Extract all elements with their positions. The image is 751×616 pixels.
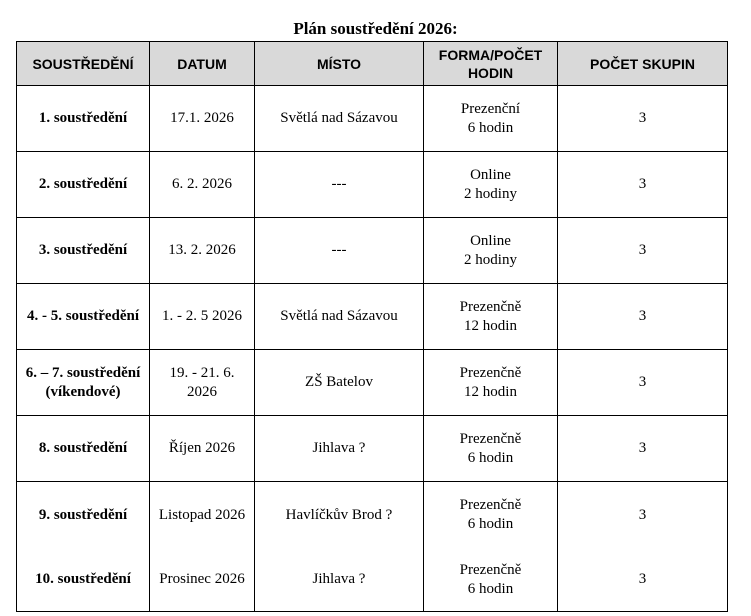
row-groups: 3 xyxy=(558,152,728,218)
row-form-hours: 2 hodiny xyxy=(464,251,517,268)
row-form-hours: 6 hodin xyxy=(467,516,514,532)
table-row xyxy=(17,284,728,350)
page-title: Plán soustředění 2026: xyxy=(293,19,458,38)
row-name: 2. soustředění xyxy=(17,152,150,218)
table-row xyxy=(17,548,728,612)
table-row xyxy=(17,152,728,218)
table-row xyxy=(17,416,728,482)
row-date-line1: 19. - 21. 6. xyxy=(169,364,235,381)
row-groups: 3 xyxy=(558,284,728,350)
row-date: 6. 2. 2026 xyxy=(150,152,255,218)
row-name: 4. - 5. soustředění xyxy=(17,284,150,350)
row-form-type: Prezenčně xyxy=(459,430,522,447)
row-date-line2: 2026 xyxy=(187,383,217,400)
row-form xyxy=(424,152,558,218)
row-name: 1. soustředění xyxy=(17,86,150,152)
row-place: ZŠ Batelov xyxy=(255,350,424,416)
table-row xyxy=(17,350,728,416)
row-form-type: Prezenčně xyxy=(459,497,522,513)
row-groups: 3 xyxy=(558,350,728,416)
header-row xyxy=(17,42,728,86)
row-form xyxy=(424,482,558,549)
row-form-type: Prezenčně xyxy=(459,364,522,381)
row-form xyxy=(424,284,558,350)
header-datum: DATUM xyxy=(150,42,255,86)
row-form xyxy=(424,350,558,416)
header-soustredeni: SOUSTŘEDĚNÍ xyxy=(17,42,150,86)
row-date: 1. - 2. 5 2026 xyxy=(150,284,255,350)
row-place: Jihlava ? xyxy=(255,548,424,612)
header-misto: MÍSTO xyxy=(255,42,424,86)
row-form-hours: 6 hodin xyxy=(467,449,514,466)
row-name-line1: 6. – 7. soustředění xyxy=(25,364,141,381)
table-row xyxy=(17,482,728,549)
row-groups: 3 xyxy=(558,86,728,152)
row-name: 10. soustředění xyxy=(17,548,150,612)
row-name: 3. soustředění xyxy=(17,218,150,284)
row-date: 17.1. 2026 xyxy=(150,86,255,152)
header-forma-line2: HODIN xyxy=(467,64,514,81)
row-name: 8. soustředění xyxy=(17,416,150,482)
row-form-type: Online xyxy=(470,232,511,249)
row-form-type: Prezenční xyxy=(460,100,521,117)
row-form-hours: 12 hodin xyxy=(464,383,517,400)
row-form-hours: 2 hodiny xyxy=(464,185,517,202)
row-place: Jihlava ? xyxy=(255,416,424,482)
row-form xyxy=(424,86,558,152)
row-name-line2: (víkendové) xyxy=(45,383,121,400)
row-form xyxy=(424,416,558,482)
row-form-type: Prezenčně xyxy=(459,561,522,578)
row-place: Světlá nad Sázavou xyxy=(255,86,424,152)
header-pocet-skupin: POČET SKUPIN xyxy=(558,42,728,86)
table-row xyxy=(17,218,728,284)
row-form xyxy=(424,548,558,612)
row-groups: 3 xyxy=(558,416,728,482)
row-form xyxy=(424,218,558,284)
row-date: 13. 2. 2026 xyxy=(150,218,255,284)
row-form-hours: 12 hodin xyxy=(464,317,517,334)
header-forma xyxy=(424,42,558,86)
row-place: Světlá nad Sázavou xyxy=(255,284,424,350)
row-groups: 3 xyxy=(558,548,728,612)
row-place: --- xyxy=(255,152,424,218)
row-groups: 3 xyxy=(558,218,728,284)
row-groups: 3 xyxy=(558,482,728,549)
row-place: --- xyxy=(255,218,424,284)
row-form-type: Online xyxy=(470,166,511,183)
row-date: Říjen 2026 xyxy=(150,416,255,482)
plan-table xyxy=(16,41,728,612)
row-form-hours: 6 hodin xyxy=(467,580,514,597)
row-name xyxy=(17,350,150,416)
row-date: Prosinec 2026 xyxy=(150,548,255,612)
row-date xyxy=(150,350,255,416)
row-place: Havlíčkův Brod ? xyxy=(255,482,424,549)
header-forma-line1: FORMA/POČET xyxy=(438,46,543,63)
row-form-type: Prezenčně xyxy=(459,298,522,315)
table-row xyxy=(17,86,728,152)
row-form-hours: 6 hodin xyxy=(467,119,514,136)
row-name: 9. soustředění xyxy=(17,482,150,549)
row-date: Listopad 2026 xyxy=(150,482,255,549)
